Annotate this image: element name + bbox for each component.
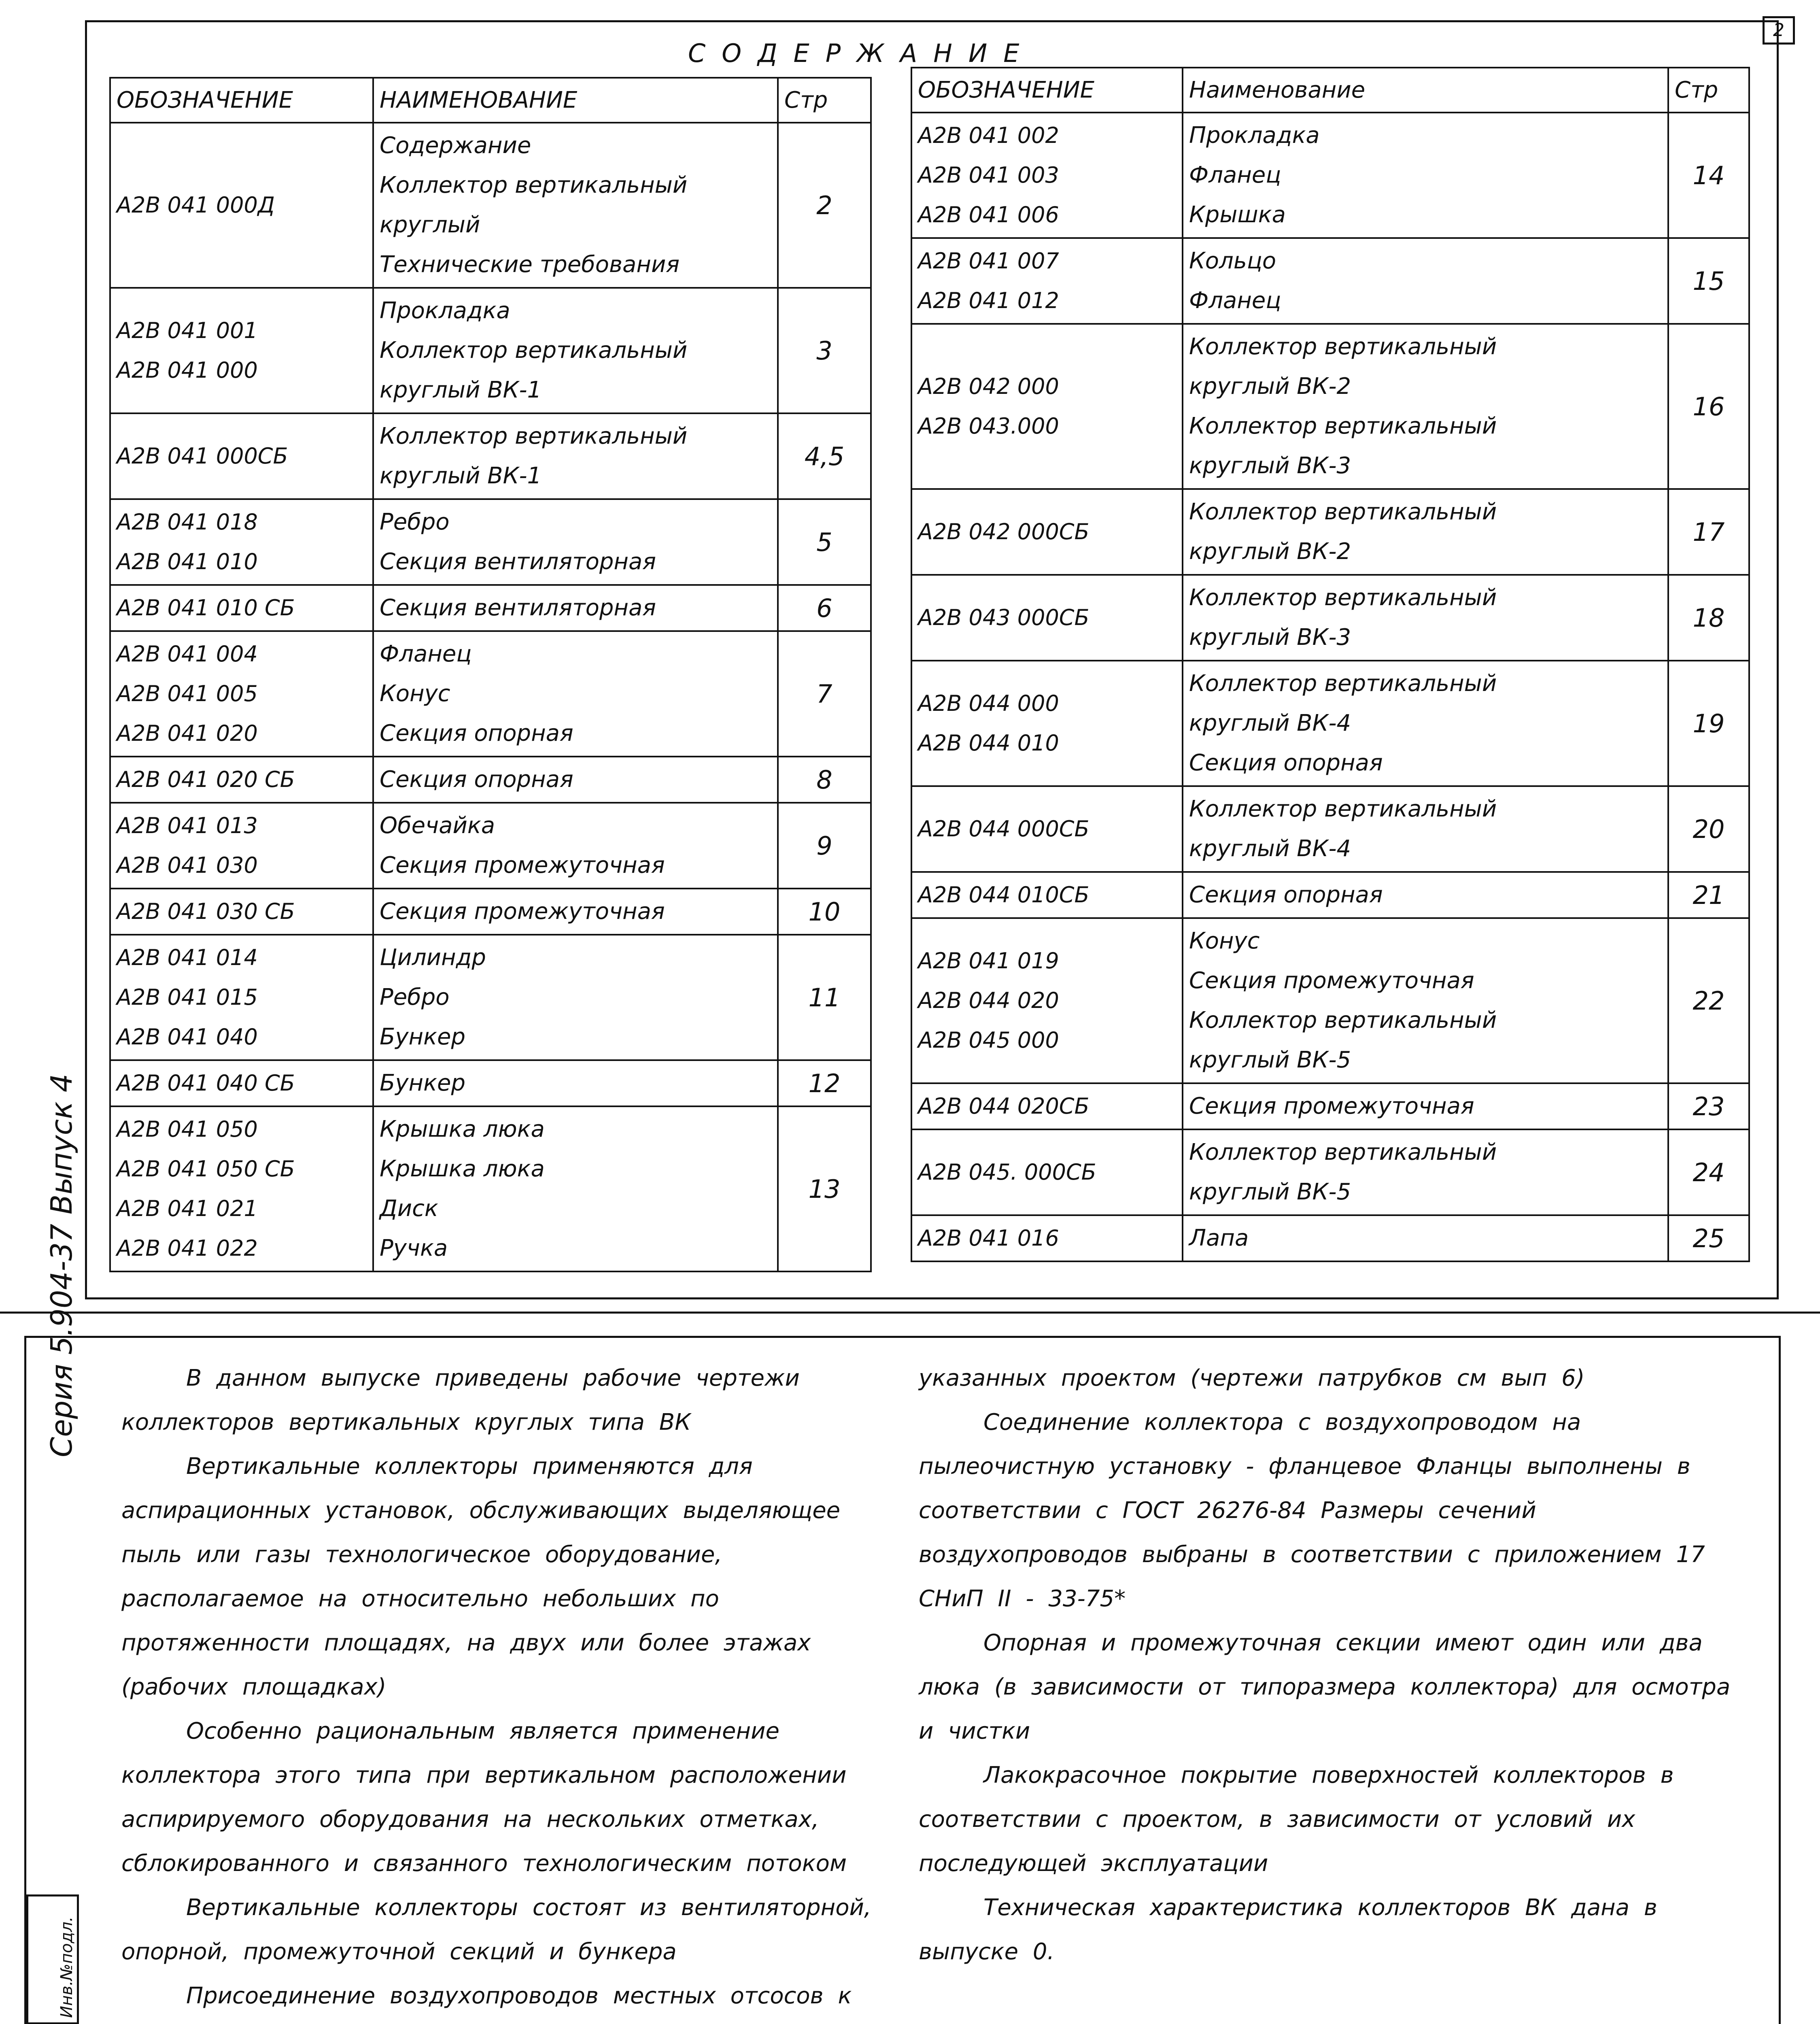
page-number: 11 — [778, 935, 871, 1060]
toc-name-cell — [1183, 113, 1668, 238]
toc-row — [911, 661, 1749, 786]
toc-row — [911, 1083, 1749, 1129]
sheet-number: 2 — [1763, 16, 1795, 45]
page-number: 3 — [778, 288, 871, 413]
item-name: круглый ВК-3 — [1189, 453, 1351, 479]
toc-code-cell — [911, 918, 1183, 1083]
item-name: Секция промежуточная — [380, 898, 665, 925]
item-name: Кольцо — [1189, 248, 1276, 274]
item-name: Секция вентиляторная — [380, 549, 656, 575]
toc-code-cell — [911, 1215, 1183, 1261]
designation: А2В 041 002 — [918, 123, 1059, 148]
toc-code-cell — [911, 1083, 1183, 1129]
item-name: Секция промежуточная — [380, 852, 665, 878]
item-name: круглый — [380, 212, 480, 238]
designation: А2В 041 019 — [918, 948, 1059, 974]
item-name: круглый ВК-5 — [1189, 1047, 1351, 1073]
item-name: круглый ВК-4 — [1189, 836, 1351, 862]
paragraph: В данном выпуске приведены рабочие чертежи коллекторов вертикальных круглых типа ВК — [121, 1365, 800, 1435]
toc-name-cell — [373, 288, 778, 413]
item-name: круглый ВК-2 — [1189, 373, 1351, 400]
designation: А2В 041 015 — [117, 984, 258, 1010]
item-name: Лапа — [1189, 1225, 1249, 1251]
item-name: Коллектор вертикальный — [380, 423, 688, 449]
toc-code-cell — [110, 757, 373, 803]
designation: А2В 041 004 — [117, 641, 258, 667]
toc-row — [911, 324, 1749, 489]
toc-code-cell — [911, 575, 1183, 661]
toc-row — [110, 935, 871, 1060]
item-name: Прокладка — [1189, 122, 1320, 149]
page-number: 15 — [1668, 238, 1749, 324]
item-name: Коллектор вертикальный — [1189, 796, 1497, 822]
paragraph: Техническая характеристика коллекторов ВК дана в выпуске 0. — [919, 1894, 1657, 1965]
col-header-page: Стр — [1668, 68, 1749, 113]
toc-row — [911, 489, 1749, 575]
page-number: 16 — [1668, 324, 1749, 489]
page-number: 24 — [1668, 1129, 1749, 1215]
item-name: Секция опорная — [380, 720, 573, 746]
designation: А2В 044 010СБ — [918, 882, 1089, 908]
page-number: 19 — [1668, 661, 1749, 786]
toc-code-cell — [911, 872, 1183, 918]
designation: А2В 043 000СБ — [918, 605, 1089, 630]
paragraph: указанных проектом (чертежи патрубков см вып 6) — [919, 1365, 1585, 1391]
text-left-column — [121, 1356, 890, 2024]
designation: А2В 041 050 — [117, 1116, 258, 1142]
page-number: 20 — [1668, 786, 1749, 872]
paragraph: Опорная и промежуточная секции имеют один или два люка (в зависимости от типоразмера коллектора) для осмотра и чистки — [919, 1630, 1731, 1744]
item-name: Крышка люка — [380, 1116, 545, 1142]
toc-name-cell — [1183, 575, 1668, 661]
item-name: Крышка люка — [380, 1156, 545, 1182]
toc-code-cell — [110, 935, 373, 1060]
item-name: Секция промежуточная — [1189, 967, 1474, 994]
toc-name-cell — [1183, 872, 1668, 918]
toc-code-cell — [911, 113, 1183, 238]
page-number: 5 — [778, 499, 871, 585]
toc-code-cell — [110, 288, 373, 413]
designation: А2В 044 020 — [918, 988, 1059, 1013]
item-name: Конус — [380, 680, 450, 707]
toc-code-cell — [110, 1106, 373, 1271]
designation: А2В 041 006 — [918, 202, 1059, 227]
toc-row — [110, 757, 871, 803]
toc-row — [911, 918, 1749, 1083]
page-number: 9 — [778, 803, 871, 889]
item-name: круглый ВК-5 — [1189, 1179, 1351, 1205]
page-number: 2 — [778, 123, 871, 288]
col-header-name: НАИМЕНОВАНИЕ — [373, 78, 778, 123]
item-name: Коллектор вертикальный — [380, 172, 688, 198]
page-number: 8 — [778, 757, 871, 803]
toc-name-cell — [373, 1060, 778, 1106]
toc-name-cell — [1183, 238, 1668, 324]
toc-row — [110, 499, 871, 585]
item-name: Бункер — [380, 1070, 465, 1096]
toc-code-cell — [911, 786, 1183, 872]
page-number: 23 — [1668, 1083, 1749, 1129]
designation: А2В 041 016 — [918, 1225, 1059, 1251]
designation: А2В 041 050 СБ — [117, 1156, 295, 1182]
toc-row — [911, 238, 1749, 324]
item-name: круглый ВК-3 — [1189, 624, 1351, 651]
item-name: Технические требования — [380, 251, 680, 278]
toc-name-cell — [373, 499, 778, 585]
item-name: Коллектор вертикальный — [1189, 1139, 1497, 1165]
item-name: Прокладка — [380, 298, 510, 324]
designation: А2В 041 000Д — [117, 192, 275, 218]
designation: А2В 041 000СБ — [117, 443, 288, 469]
page-number: 18 — [1668, 575, 1749, 661]
page-number: 7 — [778, 631, 871, 757]
item-name: Коллектор вертикальный — [1189, 334, 1497, 360]
toc-code-cell — [110, 585, 373, 631]
page-number: 17 — [1668, 489, 1749, 575]
item-name: Обечайка — [380, 812, 495, 839]
item-name: Коллектор вертикальный — [380, 337, 688, 364]
item-name: Диск — [380, 1195, 438, 1222]
toc-name-cell — [1183, 489, 1668, 575]
page-number: 25 — [1668, 1215, 1749, 1261]
toc-name-cell — [1183, 918, 1668, 1083]
item-name: Ручка — [380, 1235, 448, 1261]
toc-row — [911, 575, 1749, 661]
toc-row — [110, 1060, 871, 1106]
toc-code-cell — [110, 123, 373, 288]
col-header-name: Наименование — [1183, 68, 1668, 113]
item-name: Секция опорная — [1189, 750, 1383, 776]
toc-code-cell — [110, 413, 373, 499]
toc-name-cell — [373, 803, 778, 889]
toc-name-cell — [373, 757, 778, 803]
series-label: Серия 5.904-37 Выпуск 4 — [45, 1074, 79, 1457]
designation: А2В 041 000 — [117, 357, 258, 383]
item-name: Фланец — [380, 641, 472, 667]
toc-name-cell — [1183, 1129, 1668, 1215]
toc-right-table — [911, 67, 1750, 1262]
designation: А2В 044 020СБ — [918, 1093, 1089, 1119]
toc-name-cell — [1183, 786, 1668, 872]
designation: А2В 041 012 — [918, 288, 1059, 313]
item-name: Бункер — [380, 1024, 465, 1050]
designation: А2В 041 020 СБ — [117, 767, 295, 792]
page-number: 21 — [1668, 872, 1749, 918]
item-name: Коллектор вертикальный — [1189, 585, 1497, 611]
toc-code-cell — [110, 499, 373, 585]
paragraph: Лакокрасочное покрытие поверхностей коллекторов в соответствии с проектом, в зависимости от условий их последующей эксплуатации — [919, 1762, 1674, 1877]
toc-row — [911, 872, 1749, 918]
toc-code-cell — [911, 489, 1183, 575]
toc-code-cell — [911, 661, 1183, 786]
designation: А2В 042 000СБ — [918, 519, 1089, 544]
toc-name-cell — [373, 123, 778, 288]
designation: А2В 041 014 — [117, 945, 258, 970]
item-name: Коллектор вертикальный — [1189, 670, 1497, 697]
designation: А2В 041 010 СБ — [117, 595, 295, 621]
toc-left-table — [109, 77, 872, 1272]
page-number: 13 — [778, 1106, 871, 1271]
toc-name-cell — [1183, 324, 1668, 489]
toc-name-cell — [373, 585, 778, 631]
approval-stamps — [26, 1894, 79, 2024]
page-number: 12 — [778, 1060, 871, 1106]
toc-title: СОДЕРЖАНИЕ — [688, 38, 1036, 68]
item-name: Фланец — [1189, 287, 1281, 314]
designation: А2В 041 040 СБ — [117, 1070, 295, 1096]
designation: А2В 041 003 — [918, 162, 1059, 188]
toc-row — [110, 585, 871, 631]
item-name: круглый ВК-4 — [1189, 710, 1351, 736]
designation: А2В 041 007 — [918, 248, 1059, 274]
col-header-code: ОБОЗНАЧЕНИЕ — [110, 78, 373, 123]
toc-code-cell — [110, 631, 373, 757]
designation: А2В 045. 000СБ — [918, 1159, 1096, 1185]
toc-name-cell — [373, 413, 778, 499]
toc-row — [911, 1215, 1749, 1261]
page-number: 10 — [778, 889, 871, 935]
designation: А2В 043.000 — [918, 413, 1059, 439]
designation: А2В 041 005 — [117, 681, 258, 706]
designation: А2В 044 000СБ — [918, 816, 1089, 842]
toc-code-cell — [911, 238, 1183, 324]
toc-row — [110, 803, 871, 889]
toc-code-cell — [911, 324, 1183, 489]
paragraph: Присоединение воздухопроводов местных отсосов к — [186, 1983, 852, 2009]
toc-name-cell — [373, 889, 778, 935]
toc-name-cell — [373, 1106, 778, 1271]
designation: А2В 041 013 — [117, 813, 258, 838]
paragraph: Вертикальные коллекторы применяются для аспирационных установок, обслуживающих выделяющее пыль или газы технологическое оборудование, располагаемое на относительно небольших по протяженности площадях, на двух или более этажах (рабочих площадках) — [121, 1453, 841, 1700]
item-name: Секция вентиляторная — [380, 595, 656, 621]
toc-name-cell — [373, 631, 778, 757]
item-name: круглый ВК-1 — [380, 463, 542, 489]
toc-code-cell — [110, 889, 373, 935]
designation: А2В 044 000 — [918, 691, 1059, 716]
toc-row — [911, 1129, 1749, 1215]
item-name: Конус — [1189, 928, 1260, 954]
paragraph: Вертикальные коллекторы состоят из вентиляторной, опорной, промежуточной секций и бункера — [121, 1894, 871, 1965]
designation: А2В 041 022 — [117, 1235, 258, 1261]
item-name: Цилиндр — [380, 944, 486, 971]
designation: А2В 041 040 — [117, 1024, 258, 1050]
page-number: 6 — [778, 585, 871, 631]
designation: А2В 041 020 — [117, 721, 258, 746]
toc-name-cell — [373, 935, 778, 1060]
page-number: 4,5 — [778, 413, 871, 499]
designation: А2В 044 010 — [918, 730, 1059, 756]
toc-code-cell — [911, 1129, 1183, 1215]
item-name: Ребро — [380, 509, 450, 535]
toc-row — [110, 631, 871, 757]
page-number: 14 — [1668, 113, 1749, 238]
item-name: Фланец — [1189, 162, 1281, 188]
page-number: 22 — [1668, 918, 1749, 1083]
item-name: круглый ВК-2 — [1189, 538, 1351, 565]
toc-row — [110, 1106, 871, 1271]
toc-name-cell — [1183, 1215, 1668, 1261]
toc-code-cell — [110, 1060, 373, 1106]
item-name: Ребро — [380, 984, 450, 1010]
item-name: Секция промежуточная — [1189, 1093, 1474, 1119]
separator-line — [0, 1312, 1820, 1314]
item-name: Секция опорная — [1189, 882, 1383, 908]
col-header-code: ОБОЗНАЧЕНИЕ — [911, 68, 1183, 113]
item-name: Коллектор вертикальный — [1189, 499, 1497, 525]
item-name: Коллектор вертикальный — [1189, 413, 1497, 439]
designation: А2В 041 010 — [117, 549, 258, 574]
toc-row — [110, 889, 871, 935]
designation: А2В 041 001 — [117, 318, 258, 343]
toc-row — [110, 288, 871, 413]
designation: А2В 042 000 — [918, 374, 1059, 399]
item-name: круглый ВК-1 — [380, 377, 542, 403]
designation: А2В 041 018 — [117, 509, 258, 535]
toc-row — [110, 123, 871, 288]
toc-row — [110, 413, 871, 499]
paragraph: Особенно рациональным является применение коллектора этого типа при вертикальном расположении аспирируемого оборудования на нескольких отметках, сблокированного и связанного технологическим потоком — [121, 1718, 847, 1877]
toc-name-cell — [1183, 661, 1668, 786]
toc-row — [911, 113, 1749, 238]
toc-row — [911, 786, 1749, 872]
item-name: Секция опорная — [380, 766, 573, 793]
col-header-page: Стр — [778, 78, 871, 123]
item-name: Крышка — [1189, 202, 1286, 228]
paragraph: Соединение коллектора с воздухопроводом на пылеочистную установку - фланцевое Фланцы выполнены в соответствии с ГОСТ 26276-84 Размеры сечений воздухопроводов выбраны в соответствии с приложением 17 СНиП II - 33-75* — [919, 1409, 1705, 1612]
designation: А2В 045 000 — [918, 1027, 1059, 1053]
designation: А2В 041 030 СБ — [117, 899, 295, 924]
item-name: Содержание — [380, 132, 531, 159]
designation: А2В 041 021 — [117, 1196, 258, 1221]
designation: А2В 041 030 — [117, 853, 258, 878]
stamp-label: Инв.№подл. — [57, 1916, 76, 2018]
text-right-column — [919, 1356, 1748, 1974]
item-name: Коллектор вертикальный — [1189, 1007, 1497, 1033]
toc-name-cell — [1183, 1083, 1668, 1129]
toc-code-cell — [110, 803, 373, 889]
